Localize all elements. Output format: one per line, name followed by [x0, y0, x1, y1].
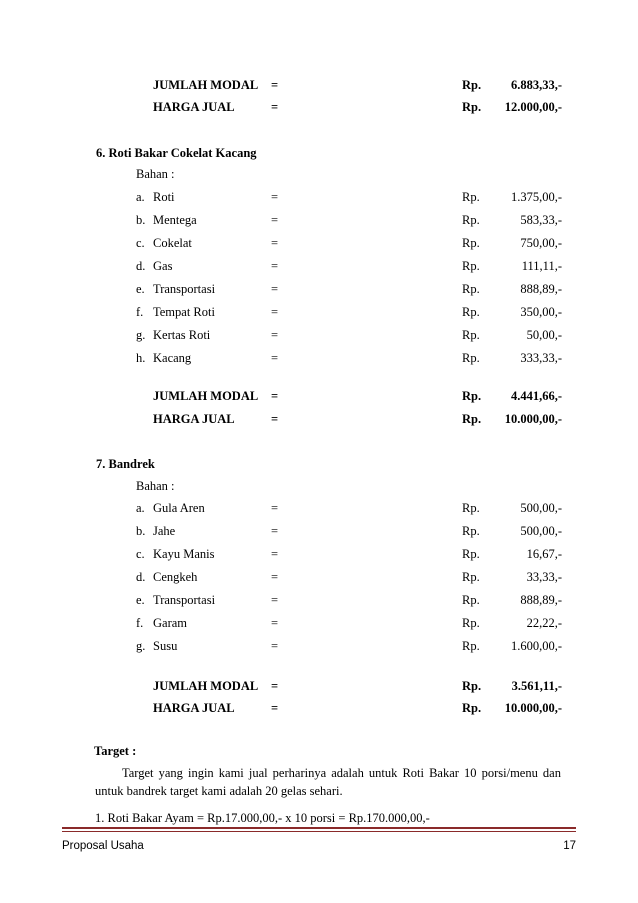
item-name: Kertas Roti	[153, 328, 211, 342]
item-letter: c.	[136, 236, 145, 250]
currency-label: Rp.	[462, 282, 480, 296]
item-name: Jahe	[153, 524, 176, 538]
item-name: Cokelat	[153, 236, 192, 250]
item-letter: e.	[136, 593, 145, 607]
equals-sign: =	[271, 501, 279, 515]
amount-value: 6.883,33,-	[510, 78, 562, 92]
equals-sign: =	[271, 190, 279, 204]
equals-sign: =	[271, 389, 279, 403]
amount-value: 583,33,-	[520, 213, 562, 227]
ingredient-row	[0, 326, 638, 344]
summary-label: HARGA JUAL	[153, 100, 235, 114]
item-name: Mentega	[153, 213, 197, 227]
currency-label: Rp.	[462, 570, 480, 584]
item-name: Kayu Manis	[153, 547, 215, 561]
ingredient-row	[0, 499, 638, 517]
ingredient-row	[0, 349, 638, 367]
currency-label: Rp.	[462, 501, 480, 515]
item-letter: b.	[136, 524, 146, 538]
amount-value: 50,00,-	[526, 328, 562, 342]
item-name: Roti	[153, 190, 175, 204]
item-letter: d.	[136, 259, 146, 273]
currency-label: Rp.	[462, 412, 482, 426]
equals-sign: =	[271, 524, 279, 538]
currency-label: Rp.	[462, 78, 482, 92]
equals-sign: =	[271, 616, 279, 630]
summary-label: HARGA JUAL	[153, 412, 235, 426]
equals-sign: =	[271, 236, 279, 250]
bahan-row	[0, 165, 638, 183]
summary-label: JUMLAH MODAL	[153, 679, 259, 693]
item-letter: c.	[136, 547, 145, 561]
item-letter: a.	[136, 190, 145, 204]
amount-value: 500,00,-	[520, 501, 562, 515]
equals-sign: =	[271, 639, 279, 653]
amount-value: 1.375,00,-	[510, 190, 562, 204]
target-heading-row	[0, 742, 638, 760]
currency-label: Rp.	[462, 236, 480, 250]
amount-value: 4.441,66,-	[510, 389, 562, 403]
summary-row-modal	[0, 76, 638, 94]
summary-row-jual	[0, 410, 638, 428]
item-letter: g.	[136, 328, 146, 342]
section-heading	[0, 455, 638, 473]
currency-label: Rp.	[462, 259, 480, 273]
amount-value: 33,33,-	[526, 570, 562, 584]
item-name: Kacang	[153, 351, 192, 365]
item-letter: f.	[136, 616, 144, 630]
amount-value: 750,00,-	[520, 236, 562, 250]
ingredient-row	[0, 280, 638, 298]
section-heading	[0, 144, 638, 162]
currency-label: Rp.	[462, 305, 480, 319]
equals-sign: =	[271, 100, 279, 114]
currency-label: Rp.	[462, 701, 482, 715]
item-name: Susu	[153, 639, 178, 653]
currency-label: Rp.	[462, 524, 480, 538]
summary-row-jual	[0, 699, 638, 717]
ingredient-row	[0, 188, 638, 206]
equals-sign: =	[271, 701, 279, 715]
currency-label: Rp.	[462, 351, 480, 365]
currency-label: Rp.	[462, 547, 480, 561]
item-name: Cengkeh	[153, 570, 198, 584]
amount-value: 333,33,-	[520, 351, 562, 365]
amount-value: 350,00,-	[520, 305, 562, 319]
amount-value: 12.000,00,-	[504, 100, 562, 114]
equals-sign: =	[271, 351, 279, 365]
summary-row-modal	[0, 387, 638, 405]
footer-rule	[62, 827, 576, 829]
summary-label: JUMLAH MODAL	[153, 78, 259, 92]
footer-rule-thin	[62, 831, 576, 832]
item-name: Tempat Roti	[153, 305, 215, 319]
item-letter: d.	[136, 570, 146, 584]
item-name: Transportasi	[153, 282, 216, 296]
amount-value: 888,89,-	[520, 593, 562, 607]
summary-label: HARGA JUAL	[153, 701, 235, 715]
ingredient-row	[0, 303, 638, 321]
equals-sign: =	[271, 213, 279, 227]
item-name: Garam	[153, 616, 188, 630]
bahan-row	[0, 477, 638, 495]
equals-sign: =	[271, 259, 279, 273]
equals-sign: =	[271, 412, 279, 426]
footer-title: Proposal Usaha	[62, 840, 144, 852]
item-name: Gula Aren	[153, 501, 205, 515]
target-list-text: 1. Roti Bakar Ayam = Rp.17.000,00,- x 10 porsi = Rp.170.000,00,-	[95, 811, 430, 825]
amount-value: 1.600,00,-	[510, 639, 562, 653]
ingredient-row	[0, 234, 638, 252]
equals-sign: =	[271, 328, 279, 342]
currency-label: Rp.	[462, 639, 480, 653]
amount-value: 16,67,-	[526, 547, 562, 561]
equals-sign: =	[271, 570, 279, 584]
ingredient-row	[0, 522, 638, 540]
ingredient-row	[0, 257, 638, 275]
amount-value: 111,11,-	[521, 259, 562, 273]
amount-value: 10.000,00,-	[504, 412, 562, 426]
amount-value: 22,22,-	[526, 616, 562, 630]
currency-label: Rp.	[462, 190, 480, 204]
equals-sign: =	[271, 282, 279, 296]
ingredient-row	[0, 591, 638, 609]
item-name: Transportasi	[153, 593, 216, 607]
amount-value: 3.561,11,-	[511, 679, 562, 693]
item-letter: a.	[136, 501, 145, 515]
ingredient-row	[0, 211, 638, 229]
item-letter: g.	[136, 639, 146, 653]
item-letter: e.	[136, 282, 145, 296]
equals-sign: =	[271, 78, 279, 92]
ingredient-row	[0, 568, 638, 586]
currency-label: Rp.	[462, 389, 482, 403]
item-letter: f.	[136, 305, 144, 319]
amount-value: 10.000,00,-	[504, 701, 562, 715]
currency-label: Rp.	[462, 616, 480, 630]
target-list-item	[0, 809, 638, 827]
item-letter: h.	[136, 351, 146, 365]
currency-label: Rp.	[462, 328, 480, 342]
currency-label: Rp.	[462, 593, 480, 607]
target-heading: Target :	[94, 744, 137, 758]
amount-value: 500,00,-	[520, 524, 562, 538]
equals-sign: =	[271, 547, 279, 561]
ingredient-row	[0, 545, 638, 563]
summary-row-modal	[0, 677, 638, 695]
equals-sign: =	[271, 305, 279, 319]
summary-row-jual	[0, 98, 638, 116]
equals-sign: =	[271, 679, 279, 693]
bahan-label: Bahan :	[136, 479, 175, 493]
section-title: 6. Roti Bakar Cokelat Kacang	[96, 146, 257, 160]
item-letter: b.	[136, 213, 146, 227]
summary-label: JUMLAH MODAL	[153, 389, 259, 403]
equals-sign: =	[271, 593, 279, 607]
currency-label: Rp.	[462, 213, 480, 227]
item-name: Gas	[153, 259, 173, 273]
ingredient-row	[0, 637, 638, 655]
target-paragraph: Target yang ingin kami jual perharinya adalah untuk Roti Bakar 10 porsi/menu dan untuk bandrek target kami adalah 20 gelas sehari.	[95, 766, 561, 798]
currency-label: Rp.	[462, 100, 482, 114]
section-title: 7. Bandrek	[96, 457, 155, 471]
currency-label: Rp.	[462, 679, 482, 693]
ingredient-row	[0, 614, 638, 632]
page-number: 17	[563, 840, 576, 852]
amount-value: 888,89,-	[520, 282, 562, 296]
bahan-label: Bahan :	[136, 167, 175, 181]
